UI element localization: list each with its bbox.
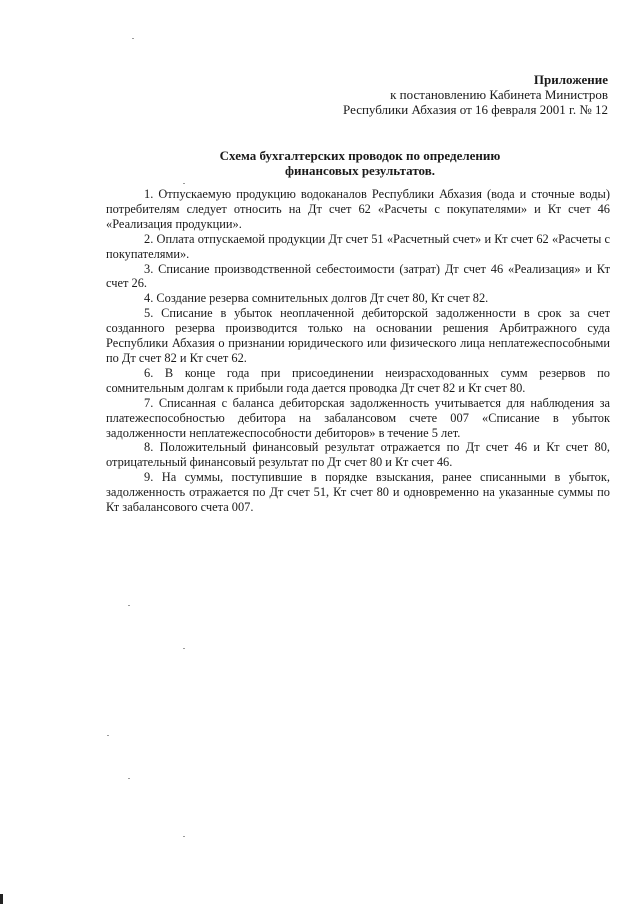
scan-speck	[183, 648, 185, 649]
list-item-3: 3. Списание производственной себестоимости (затрат) Дт счет 46 «Реализация» и Кт счет 26.	[106, 261, 610, 291]
appendix-header	[343, 72, 608, 117]
appendix-line-1: к постановлению Кабинета Министров	[390, 87, 608, 102]
heading-line-2: финансовых результатов.	[284, 163, 435, 178]
appendix-line-2: Республики Абхазия от 16 февраля 2001 г. № 12	[343, 102, 608, 117]
list-item-9: 9. На суммы, поступившие в порядке взыскания, ранее списанными в убыток, задолженность отражается по Дт счет 51, Кт счет 80 и одновременно на указанные суммы по Кт забалансового счета 007.	[106, 470, 610, 515]
scan-speck	[183, 183, 185, 184]
document-heading	[0, 148, 640, 178]
list-item-7: 7. Списанная с баланса дебиторская задолженность учитывается для наблюдения за платежеспособностью дебитора на забалансовом счете 007 «Списание в убыток задолженности неплатежеспособности дебиторов» в течение 5 лет.	[106, 395, 610, 440]
appendix-title: Приложение	[533, 72, 608, 87]
list-item-1: 1. Отпускаемую продукцию водоканалов Республики Абхазия (вода и сточные воды) потребителям следует относить на Дт счет 62 «Расчеты с покупателями» и Кт счет 46 «Реализация продукции».	[106, 187, 610, 231]
scan-speck	[183, 836, 185, 837]
list-item-8: 8. Положительный финансовый результат отражается по Дт счет 46 и Кт счет 80, отрицательный финансовый результат по Дт счет 80 и Кт счет 46.	[106, 440, 610, 470]
list-item-5: 5. Списание в убыток неоплаченной дебиторской задолженности в срок за счет созданного резерва производится только на основании решения Арбитражного суда Республики Абхазия о признании юридического или физического лица неплатежеспособными по Дт счет 82 и Кт счет 62.	[106, 306, 610, 365]
scan-speck	[128, 778, 130, 779]
list-item-2: 2. Оплата отпускаемой продукции Дт счет 51 «Расчетный счет» и Кт счет 62 «Расчеты с покупателями».	[106, 231, 610, 261]
list-item-4: 4. Создание резерва сомнительных долгов Дт счет 80, Кт счет 82.	[144, 291, 489, 306]
scan-speck	[128, 605, 130, 606]
scan-speck	[107, 735, 109, 736]
scan-speck	[132, 38, 134, 39]
scan-edge-mark	[0, 894, 3, 904]
list-item-6: 6. В конце года при присоединении неизрасходованных сумм резервов по сомнительным долгам к прибыли года дается проводка Дт счет 82 и Кт счет 80.	[106, 365, 610, 395]
heading-line-1: Схема бухгалтерских проводок по определению	[219, 148, 501, 163]
entries-list	[106, 187, 610, 515]
